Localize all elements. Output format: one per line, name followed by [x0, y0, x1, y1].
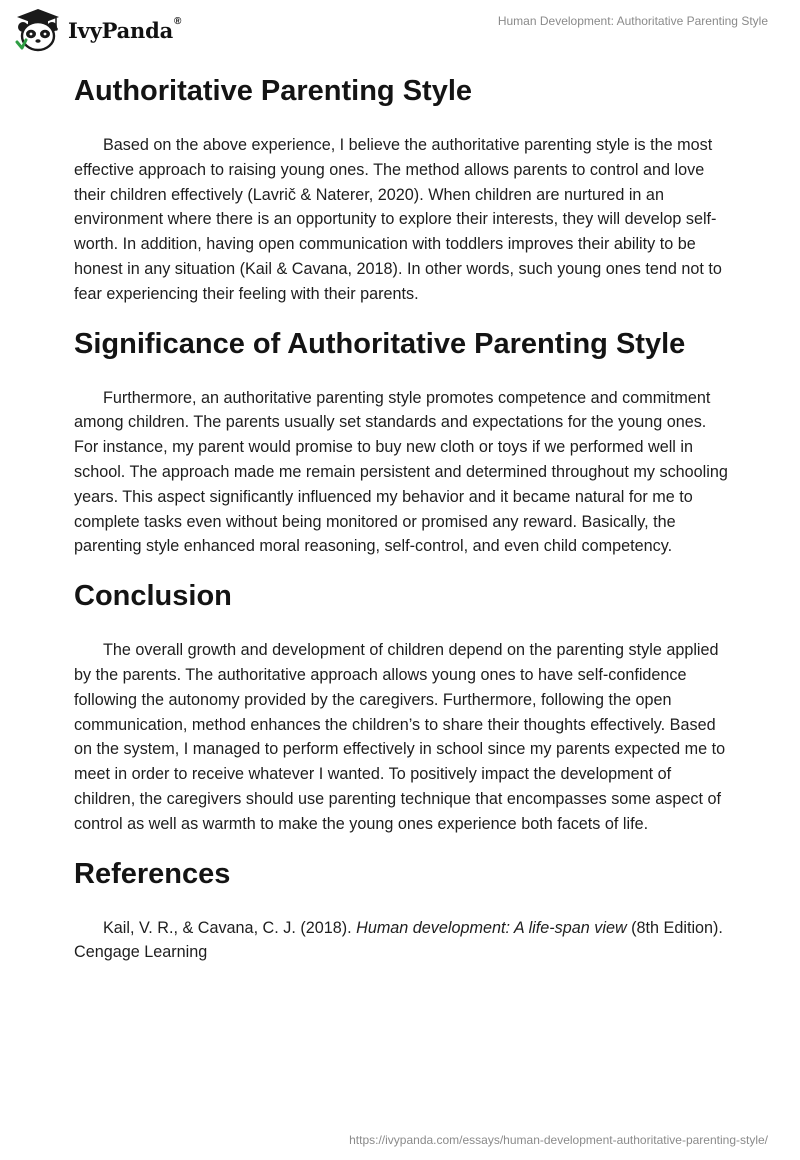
panda-logo-icon: [14, 8, 62, 52]
running-title: Human Development: Authoritative Parenting Style: [497, 14, 768, 28]
section-conclusion: [74, 575, 734, 836]
essay-content: [74, 70, 734, 965]
references-heading: References: [74, 857, 231, 890]
section-authoritative-parenting: [74, 70, 734, 307]
logo-wordmark: IvyPanda®: [68, 15, 182, 43]
reference-entry: Kail, V. R., & Cavana, C. J. (2018). Human development: A life-span view (8th Edition). Cengage Learning: [74, 918, 723, 962]
section-paragraph: Furthermore, an authoritative parenting style promotes competence and commitment among children. The parents usually set standards and expectations for the young ones. For instance, my parent would promise to buy new cloth or toys if we performed well in school. The approach made me remain persistent and determined throughout my schooling years. This aspect significantly influenced my behavior and it became natural for me to complete tasks even without being monitored or promised any reward. Basically, the parenting style enhanced moral reasoning, self-control, and even child competency.: [74, 388, 728, 556]
page-header: [0, 0, 800, 66]
section-heading: Authoritative Parenting Style: [74, 75, 473, 107]
source-url[interactable]: https://ivypanda.com/essays/human-development-authoritative-parenting-style/: [349, 1133, 768, 1147]
section-heading: Conclusion: [74, 580, 232, 613]
ivypanda-logo[interactable]: [14, 8, 181, 52]
section-significance: [74, 323, 734, 560]
section-references: [74, 853, 734, 966]
reference-title: Human development: A life-span view: [356, 918, 627, 937]
section-paragraph: The overall growth and development of children depend on the parenting style applied by the parents. The authoritative approach allows young ones to have self-confidence following the autonomy provided by the caregivers. Furthermore, following the open communication, method enhances the children’s to share their thoughts effectively. Based on the system, I managed to perform effectively in school since my parents expected me to meet in order to receive whatever I wanted. To positively impact the development of children, the caregivers should use parenting technique that encompasses some aspect of control as well as warmth to make the young ones experience both facets of life.: [74, 641, 726, 833]
section-heading: Significance of Authoritative Parenting Style: [74, 327, 686, 360]
section-paragraph: Based on the above experience, I believe the authoritative parenting style is the most effective approach to raising young ones. The method allows parents to control and love their children effectively (Lavrič & Naterer, 2020). When children are nurtured in an environment where there is an opportunity to explore their interests, they will develop self-worth. In addition, having open communication with toddlers improves their ability to be honest in any situation (Kail & Cavana, 2018). In other words, such young ones tend not to fear experiencing their feeling with their parents.: [74, 136, 722, 303]
